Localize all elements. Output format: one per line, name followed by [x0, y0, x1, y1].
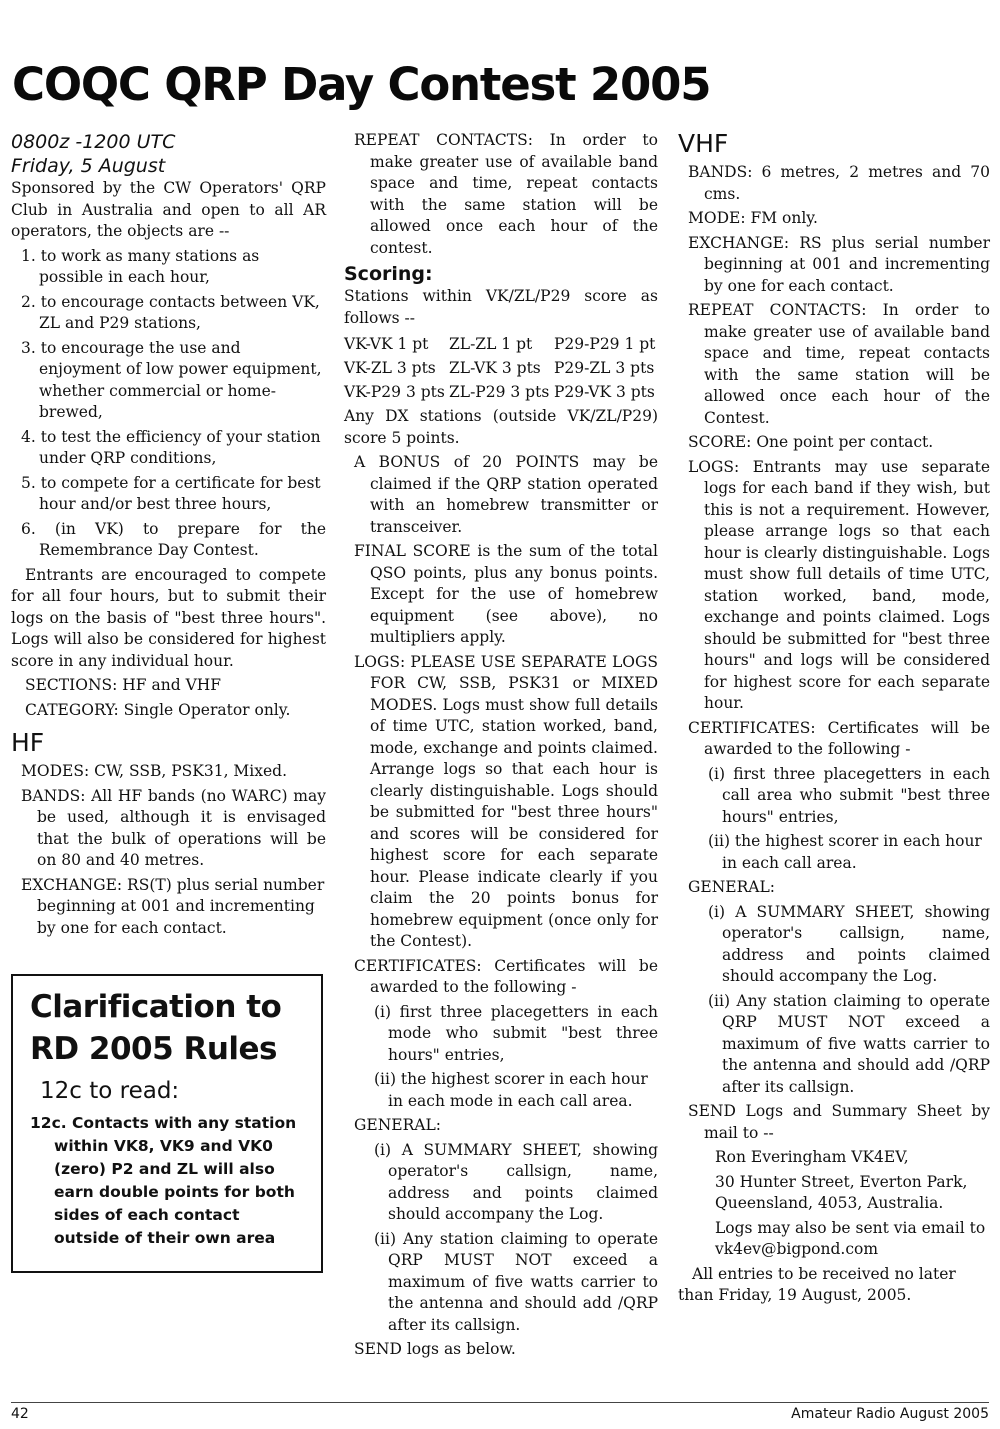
- entrants-paragraph: Entrants are encouraged to compete for all four hours, but to submit their logs on the basis of "best three hours". Logs will also be considered for highest score in any individual hour.: [11, 565, 326, 670]
- score-cell: VK-VK 1 pt: [344, 335, 429, 353]
- vhf-score: SCORE: One point per contact.: [688, 433, 934, 451]
- general-item: (i) A SUMMARY SHEET, showing operator's callsign, name, address and points claimed should accompany the Log.: [708, 902, 990, 985]
- repeat-contacts-hf: REPEAT CONTACTS: In order to make greater use of available band space and time, repeat contacts with the same station will be allowed once each hour of the contest.: [354, 131, 658, 257]
- logs-paragraph: LOGS: PLEASE USE SEPARATE LOGS FOR CW, SSB, PSK31 or MIXED MODES. Logs must show full details of time UTC, station worked, band, mode, exchange and points claimed. Arrange logs so that each hour is clearly distinguishable. Logs should be submitted for "best three hours" and scores will be considered for highest score for each separate hour. Please indicate clearly if you claim the 20 points bonus for homebrew equipment (once only for the Contest).: [354, 652, 658, 950]
- general-item: (i) A SUMMARY SHEET, showing operator's callsign, name, address and points claimed should accompany the Log.: [374, 1140, 658, 1223]
- vhf-heading: VHF: [678, 129, 729, 158]
- address-name: Ron Everingham VK4EV,: [715, 1148, 909, 1166]
- category-line: CATEGORY: Single Operator only.: [25, 700, 291, 719]
- objective-item: 4. to test the efficiency of your station under QRP conditions,: [21, 427, 321, 467]
- column-1: [11, 130, 326, 942]
- score-cell: VK-P29 3 pts: [344, 383, 445, 401]
- final-score-paragraph: FINAL SCORE is the sum of the total QSO points, plus any bonus points. Except for the use of homebrew equipment (see above), no multipliers apply.: [354, 542, 658, 646]
- box-title-line-2: RD 2005 Rules: [30, 1031, 278, 1067]
- general-heading: GENERAL:: [354, 1116, 441, 1134]
- email-note: Logs may also be sent via email to vk4ev@bigpond.com: [715, 1218, 986, 1258]
- send-instructions: SEND Logs and Summary Sheet by mail to --: [688, 1102, 990, 1142]
- footer-rule: [11, 1402, 989, 1403]
- score-cell: ZL-ZL 1 pt: [449, 335, 533, 353]
- deadline: All entries to be received no later than Friday, 19 August, 2005.: [678, 1264, 956, 1304]
- hf-modes: MODES: CW, SSB, PSK31, Mixed.: [21, 762, 288, 780]
- certificate-item: (i) first three placegetters in each call area who submit "best three hours" entries,: [708, 764, 990, 826]
- vhf-certificates: CERTIFICATES: Certificates will be awarded to the following -: [688, 718, 990, 758]
- objective-item: 5. to compete for a certificate for best hour and/or best three hours,: [21, 473, 321, 513]
- certificates-paragraph: CERTIFICATES: Certificates will be awarded to the following -: [354, 956, 658, 996]
- column-2: [344, 130, 658, 1364]
- objective-item: 3. to encourage the use and enjoyment of low power equipment, whether commercial or home-brewed,: [21, 338, 322, 421]
- publication-name: Amateur Radio August 2005: [791, 1406, 989, 1422]
- send-line: SEND logs as below.: [354, 1340, 516, 1358]
- scoring-heading: Scoring:: [344, 263, 433, 285]
- contest-time: 0800z -1200 UTC: [11, 131, 176, 153]
- score-cell: ZL-VK 3 pts: [449, 359, 541, 377]
- vhf-repeat-contacts: REPEAT CONTACTS: In order to make greater use of available band space and time, repeat contacts with the same station will be allowed once each hour of the Contest.: [688, 301, 990, 427]
- intro-paragraph: Sponsored by the CW Operators' QRP Club in Australia and open to all AR operators, the objects are --: [11, 179, 326, 240]
- box-title-line-1: Clarification to: [30, 989, 282, 1025]
- score-cell: P29-VK 3 pts: [554, 383, 655, 401]
- sections-line: SECTIONS: HF and VHF: [25, 676, 222, 694]
- bonus-paragraph: A BONUS of 20 POINTS may be claimed if the QRP station operated with an homebrew transmitter or transceiver.: [354, 453, 658, 536]
- vhf-mode: MODE: FM only.: [688, 209, 818, 227]
- score-cell: VK-ZL 3 pts: [344, 359, 436, 377]
- score-cell: P29-P29 1 pt: [554, 335, 656, 353]
- general-item: (ii) Any station claiming to operate QRP MUST NOT exceed a maximum of five watts carrier to the antenna and should add /QRP after its callsign.: [708, 991, 990, 1096]
- objective-item: 2. to encourage contacts between VK, ZL and P29 stations,: [21, 292, 320, 332]
- score-table: [344, 332, 658, 404]
- objective-item: 6. (in VK) to prepare for the Remembrance Day Contest.: [21, 519, 326, 559]
- address-street: 30 Hunter Street, Everton Park, Queensland, 4053, Australia.: [715, 1172, 968, 1212]
- column-3: [678, 130, 990, 1310]
- page-title: COQC QRP Day Contest 2005: [12, 58, 711, 111]
- general-heading: GENERAL:: [688, 878, 775, 896]
- certificate-item: (ii) the highest scorer in each hour in each mode in each call area.: [374, 1070, 648, 1110]
- contest-date: Friday, 5 August: [11, 155, 166, 177]
- dx-scoring: Any DX stations (outside VK/ZL/P29) score 5 points.: [344, 407, 658, 447]
- hf-heading: HF: [11, 728, 45, 757]
- clarification-box: [11, 974, 323, 1273]
- box-subtitle: 12c to read:: [40, 1078, 180, 1104]
- vhf-exchange: EXCHANGE: RS plus serial number beginning at 001 and incrementing by one for each contact.: [688, 233, 990, 295]
- score-cell: P29-ZL 3 pts: [554, 359, 655, 377]
- box-text: 12c. Contacts with any station within VK8, VK9 and VK0 (zero) P2 and ZL will also earn double points for both sides of each contact outside of their own area: [30, 1114, 297, 1247]
- hf-exchange: EXCHANGE: RS(T) plus serial number beginning at 001 and incrementing by one for each contact.: [21, 875, 325, 937]
- vhf-bands: BANDS: 6 metres, 2 metres and 70 cms.: [688, 163, 990, 203]
- certificate-item: (ii) the highest scorer in each hour in each call area.: [708, 832, 982, 872]
- vhf-logs: LOGS: Entrants may use separate logs for each band if they wish, but this is not a requirement. However, please arrange logs so that each hour is clearly distinguishable. Logs must show full details of time UTC, station worked, band, mode, exchange and points claimed. Logs should be submitted for "best three hours" and logs will be considered for highest score for each separate hour.: [688, 457, 990, 712]
- certificate-item: (i) first three placegetters in each mode who submit "best three hours" entries,: [374, 1002, 658, 1064]
- scoring-intro: Stations within VK/ZL/P29 score as follows --: [344, 287, 658, 327]
- hf-bands: BANDS: All HF bands (no WARC) may be used, although it is envisaged that the bulk of operations will be on 80 and 40 metres.: [21, 786, 326, 869]
- general-item: (ii) Any station claiming to operate QRP MUST NOT exceed a maximum of five watts carrier to the antenna and should add /QRP after its callsign.: [374, 1229, 658, 1334]
- page-number: 42: [11, 1406, 29, 1422]
- score-cell: ZL-P29 3 pts: [449, 383, 550, 401]
- objective-item: 1. to work as many stations as possible in each hour,: [21, 246, 260, 286]
